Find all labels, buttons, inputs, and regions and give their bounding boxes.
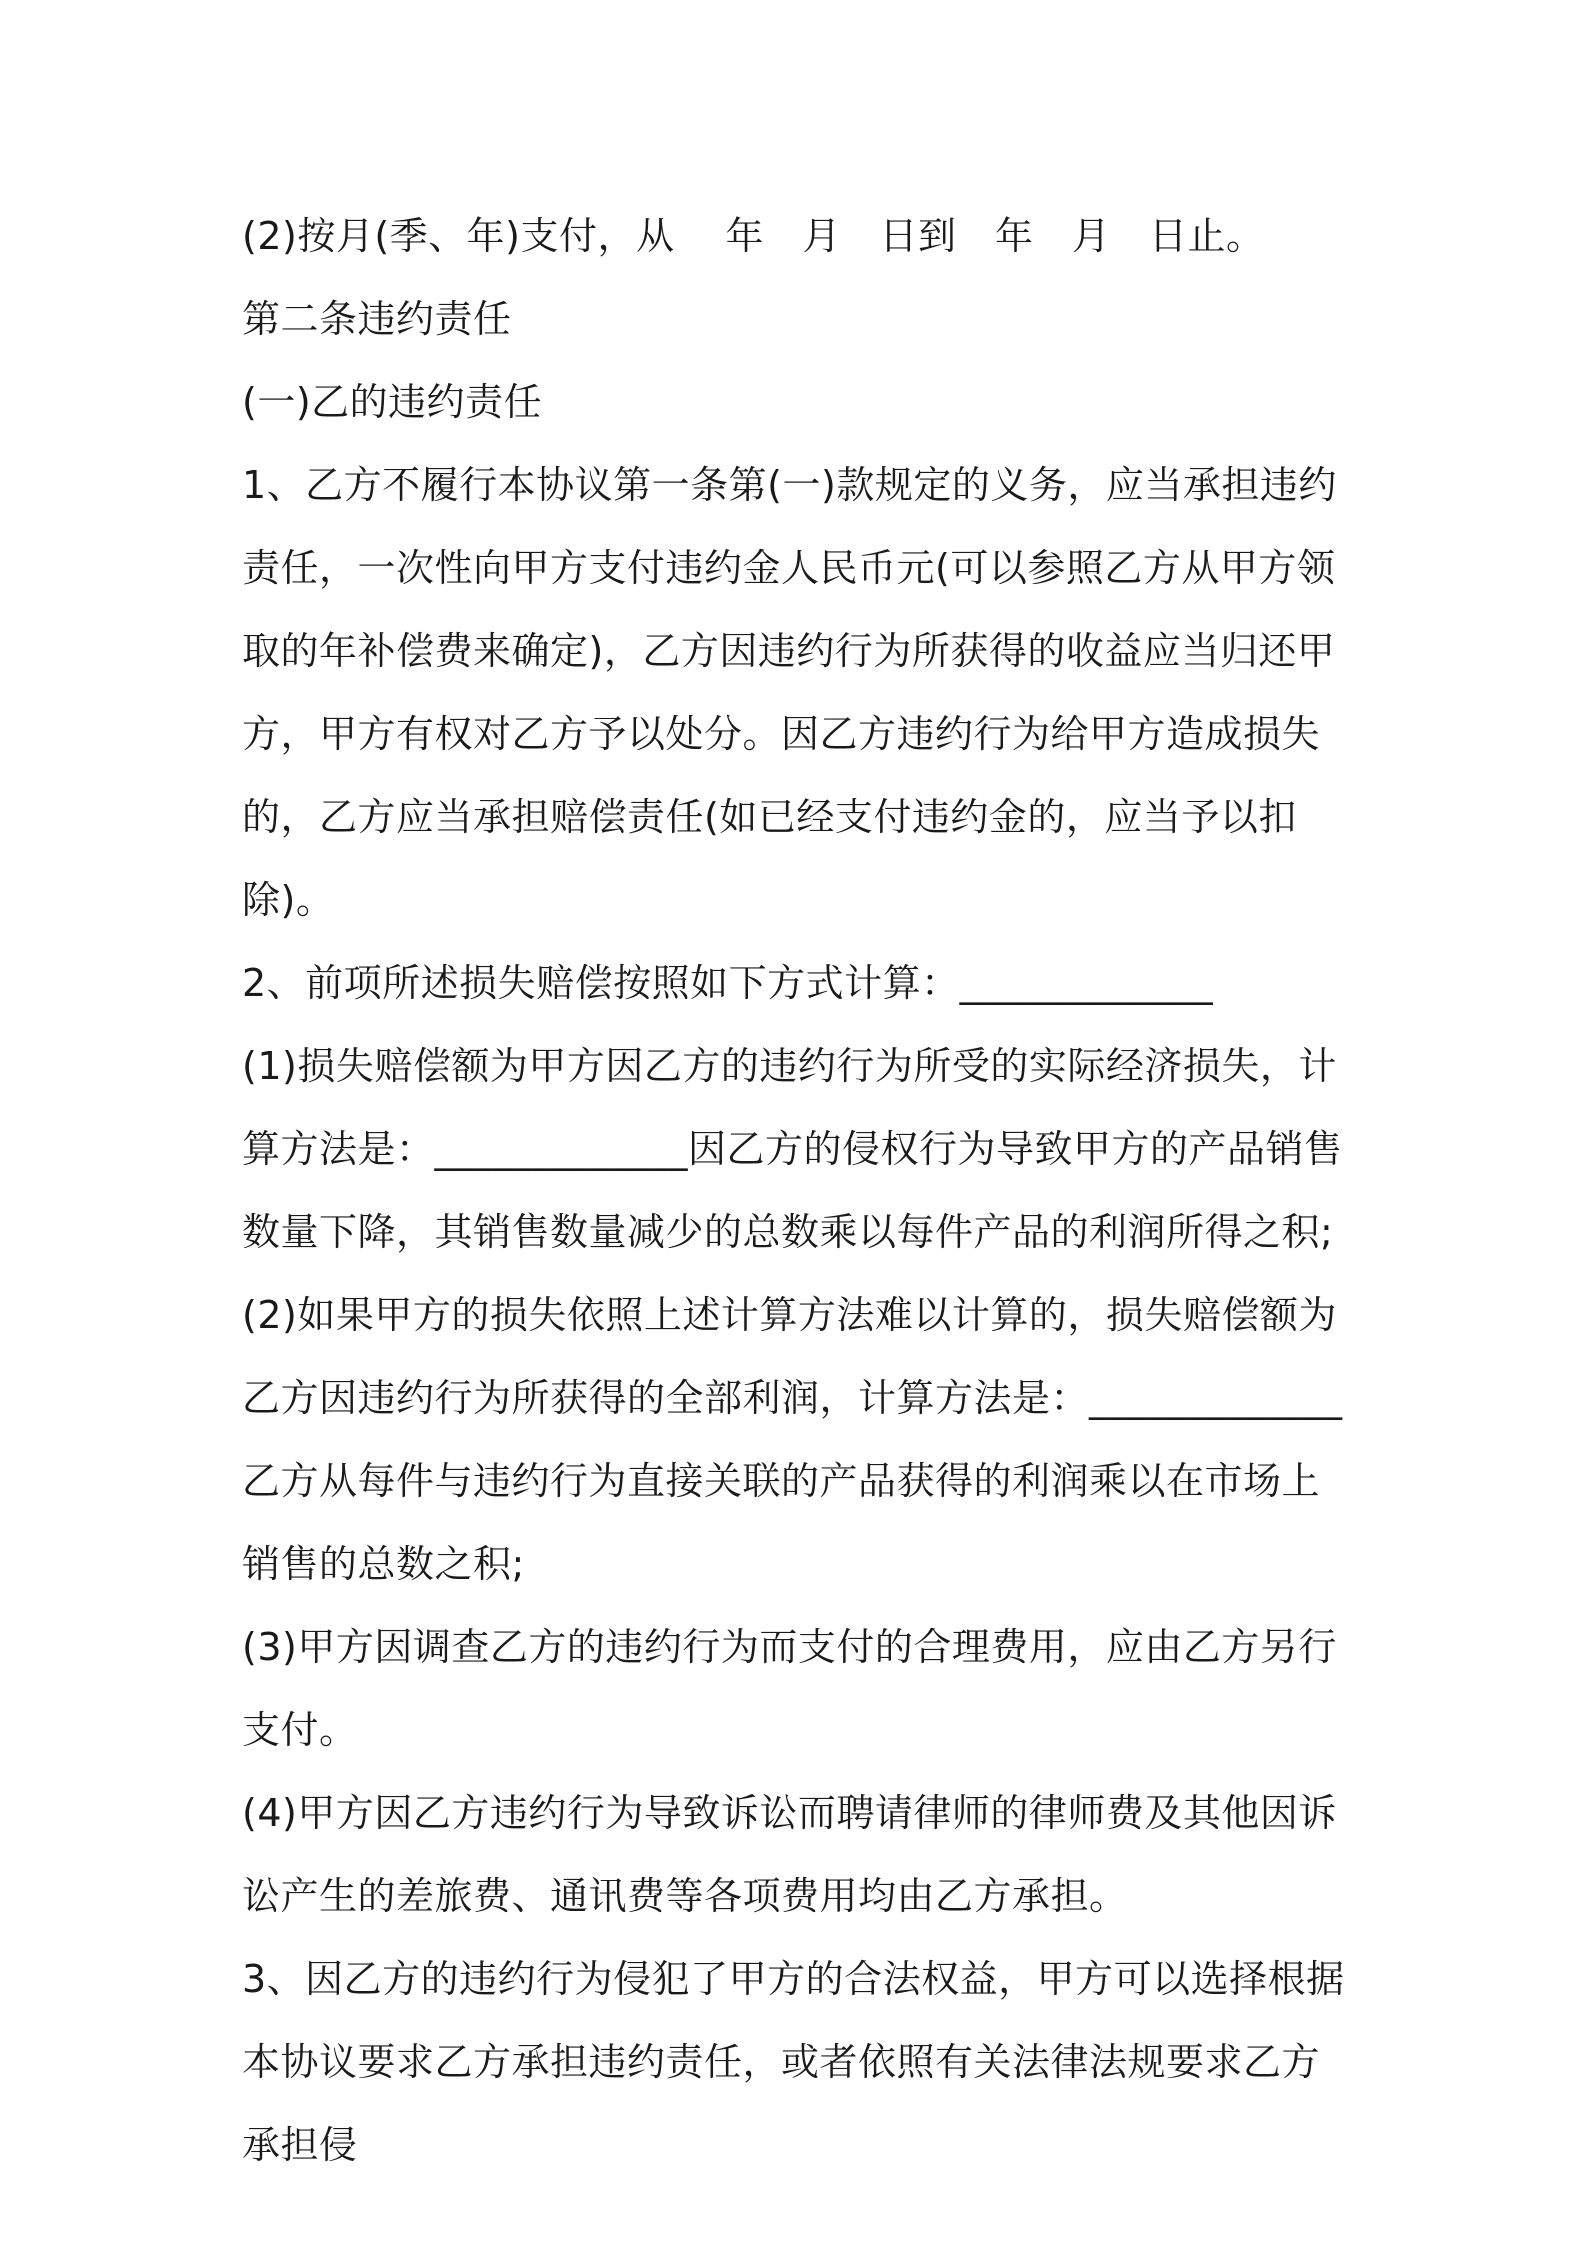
document-body	[242, 195, 1357, 2187]
paragraph-item-4: (4)甲方因乙方违约行为导致诉讼而聘请律师的律师费及其他因诉讼产生的差旅费、通讯费等各项费用均由乙方承担。	[242, 1791, 1337, 1918]
heading-party-b-liability: (一)乙的违约责任	[242, 380, 543, 424]
paragraph-item-3: (3)甲方因调查乙方的违约行为而支付的合理费用，应由乙方另行支付。	[242, 1625, 1337, 1752]
paragraph-clause-2: 2、前项所述损失赔偿按照如下方式计算：_____________	[242, 961, 1214, 1005]
heading-article-two: 第二条违约责任	[242, 297, 512, 341]
paragraph-clause-1: 1、乙方不履行本协议第一条第(一)款规定的义务，应当承担违约责任，一次性向甲方支付违约金人民币元(可以参照乙方从甲方领取的年补偿费来确定)，乙方因违约行为所获得的收益应当归还甲方，甲方有权对乙方予以处分。因乙方违约行为给甲方造成损失的，乙方应当承担赔偿责任(如已经支付违约金的，应当予以扣除)。	[242, 463, 1337, 922]
paragraph-clause-3: 3、因乙方的违约行为侵犯了甲方的合法权益，甲方可以选择根据本协议要求乙方承担违约责任，或者依照有关法律法规要求乙方承担侵	[242, 1957, 1345, 2167]
paragraph-payment-period: (2)按月(季、年)支付，从 年 月 日到 年 月 日止。	[242, 214, 1265, 258]
paragraph-item-2: (2)如果甲方的损失依照上述计算方法难以计算的，损失赔偿额为乙方因违约行为所获得的全部利润，计算方法是：_____________乙方从每件与违约行为直接关联的产品获得的利润乘以在市场上销售的总数之积;	[242, 1293, 1343, 1586]
paragraph-item-1: (1)损失赔偿额为甲方因乙方的违约行为所受的实际经济损失，计算方法是：_____________因乙方的侵权行为导致甲方的产品销售数量下降，其销售数量减少的总数乘以每件产品的利润所得之积;	[242, 1044, 1343, 1254]
